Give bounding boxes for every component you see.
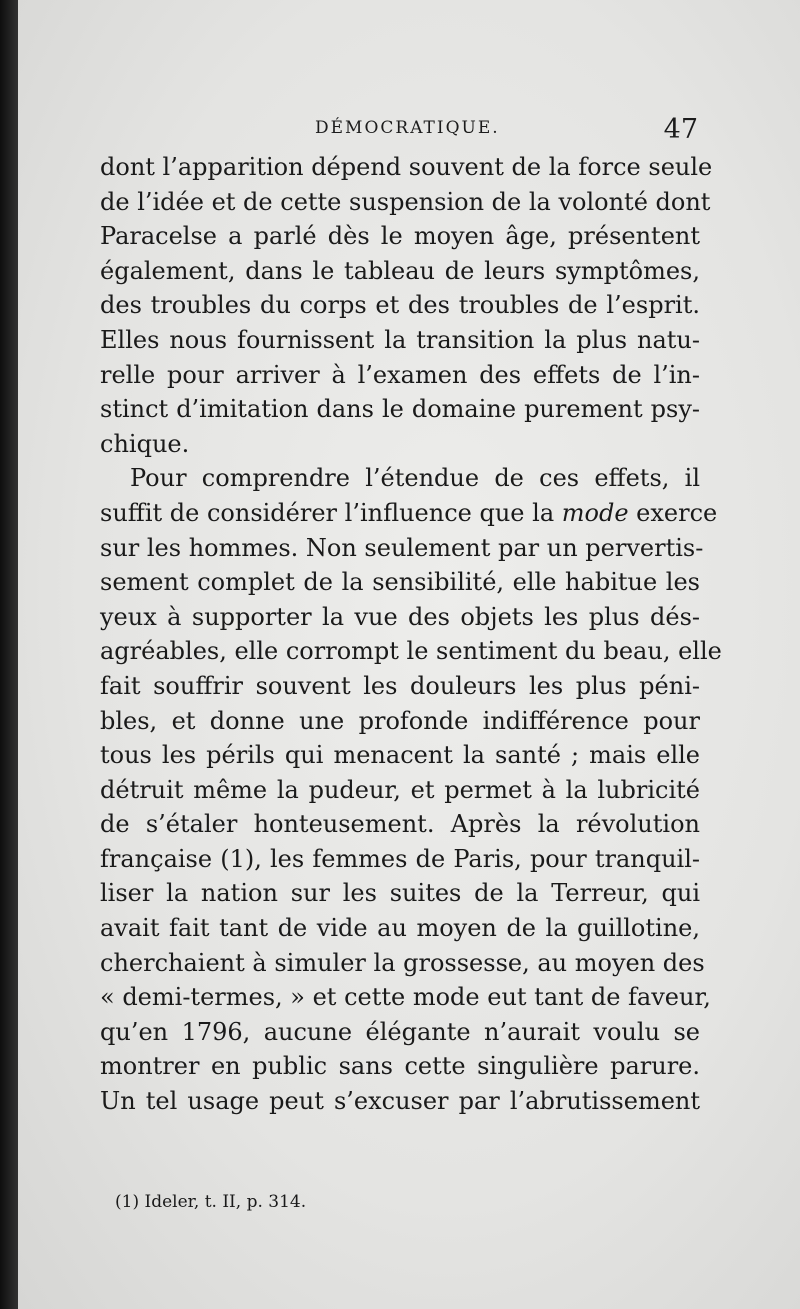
- text-line: détruit même la pudeur, et permet à la lubricité: [100, 775, 700, 804]
- text-line: qu’en 1796, aucune élégante n’aurait voulu se: [100, 1017, 700, 1046]
- running-head: DÉMOCRATIQUE.: [315, 118, 500, 138]
- footnote: (1) Ideler, t. II, p. 314.: [115, 1192, 307, 1212]
- text-line: yeux à supporter la vue des objets les plus dés-: [100, 602, 700, 631]
- text-line: chique.: [100, 429, 190, 458]
- text-line: stinct d’imitation dans le domaine purement psy-: [100, 395, 700, 424]
- text-line: Paracelse a parlé dès le moyen âge, présentent: [100, 222, 700, 251]
- book-page: [18, 0, 800, 1309]
- text-line: Elles nous fournissent la transition la plus natu-: [100, 325, 700, 354]
- text-line: des troubles du corps et des troubles de l’esprit.: [100, 291, 700, 320]
- text-line: avait fait tant de vide au moyen de la guillotine,: [100, 914, 700, 943]
- text-line: bles, et donne une profonde indifférence pour: [100, 706, 700, 735]
- text-line: dont l’apparition dépend souvent de la force seule: [100, 153, 713, 181]
- text-line: liser la nation sur les suites de la Terreur, qui: [100, 879, 700, 908]
- text-line: sur les hommes. Non seulement par un pervertis-: [100, 533, 704, 562]
- text-line: sement complet de la sensibilité, elle habitue les: [100, 568, 700, 597]
- text-line: Un tel usage peut s’excuser par l’abrutissement: [100, 1087, 700, 1116]
- page-number: 47: [663, 114, 698, 145]
- text-line: française (1), les femmes de Paris, pour tranquil-: [100, 844, 700, 873]
- text-segment: suffit de considérer l’influence que la: [100, 498, 562, 527]
- text-line: « demi-termes, » et cette mode eut tant de faveur,: [100, 983, 711, 1012]
- text-line: de l’idée et de cette suspension de la volonté dont: [100, 187, 711, 216]
- text-line: également, dans le tableau de leurs symptômes,: [100, 256, 700, 285]
- text-segment: exerce: [628, 498, 718, 527]
- text-line-with-italic: [100, 496, 718, 531]
- text-line: montrer en public sans cette singulière parure.: [100, 1052, 700, 1081]
- text-line: relle pour arriver à l’examen des effets de l’in-: [100, 360, 700, 389]
- page-header: [18, 112, 800, 152]
- text-line: tous les périls qui menacent la santé ; mais elle: [100, 741, 700, 770]
- text-line: fait souffrir souvent les douleurs les plus péni-: [100, 671, 700, 700]
- italic-word: mode: [561, 498, 629, 527]
- text-line: de s’étaler honteusement. Après la révolution: [100, 810, 700, 839]
- text-line: cherchaient à simuler la grossesse, au moyen des: [100, 948, 705, 977]
- text-line: agréables, elle corrompt le sentiment du beau, elle: [100, 637, 722, 666]
- body-text: [100, 150, 722, 1119]
- paragraph-start-line: Pour comprendre l’étendue de ces effets, il: [130, 464, 700, 493]
